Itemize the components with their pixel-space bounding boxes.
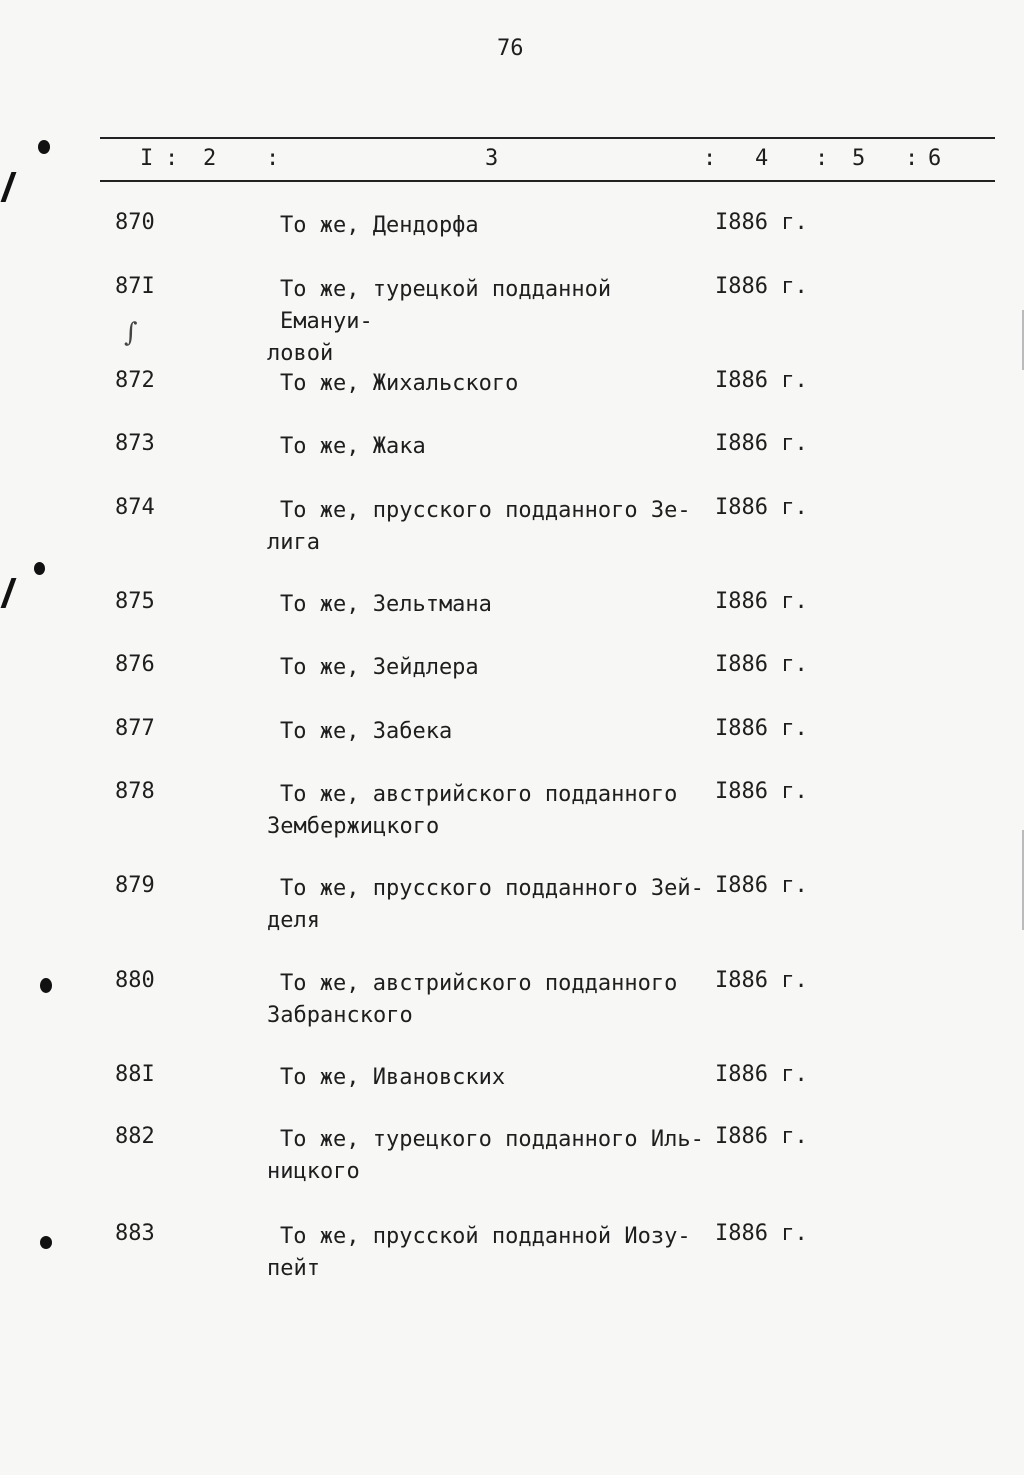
- description-line-2: Забранского: [267, 1003, 413, 1028]
- row-description: [267, 1221, 707, 1285]
- row-number: 87I: [115, 274, 155, 299]
- row-year: I886 г.: [715, 652, 808, 677]
- description-line-1: То же, австрийского подданного: [280, 971, 678, 996]
- row-description: [267, 716, 707, 748]
- punch-hole-mark: [38, 140, 50, 154]
- row-description: [267, 1124, 707, 1188]
- row-number: 876: [115, 652, 155, 677]
- table-header-bottom-rule: [100, 180, 995, 182]
- column-1-header: I: [140, 146, 154, 171]
- row-description: [267, 1062, 707, 1094]
- description-line-1: То же, Зельтмана: [280, 592, 492, 617]
- row-number: 873: [115, 431, 155, 456]
- column-2-header: 2: [203, 146, 217, 171]
- row-number: 875: [115, 589, 155, 614]
- punch-hole-mark: [40, 1236, 52, 1249]
- description-line-1: То же, Жихальского: [280, 371, 519, 396]
- column-6-header: 6: [928, 146, 942, 171]
- column-3-header: 3: [485, 146, 499, 171]
- description-line-1: То же, Забека: [280, 719, 453, 744]
- row-description: [267, 274, 707, 370]
- row-year: I886 г.: [715, 589, 808, 614]
- row-year: I886 г.: [715, 873, 808, 898]
- row-description: [267, 210, 707, 242]
- row-number: 870: [115, 210, 155, 235]
- description-line-1: То же, австрийского подданного: [280, 782, 678, 807]
- description-line-2: пейт: [267, 1256, 320, 1281]
- description-line-1: То же, Ивановских: [280, 1065, 506, 1090]
- row-year: I886 г.: [715, 368, 808, 393]
- row-number: 880: [115, 968, 155, 993]
- row-year: I886 г.: [715, 779, 808, 804]
- row-number: 883: [115, 1221, 155, 1246]
- row-year: I886 г.: [715, 968, 808, 993]
- description-line-1: То же, прусского подданного Зей-: [280, 876, 704, 901]
- description-line-2: ницкого: [267, 1159, 360, 1184]
- punch-hole-mark: [40, 978, 52, 993]
- punch-hole-mark: [34, 562, 45, 575]
- column-separator: :: [165, 146, 179, 171]
- pencil-annotation-mark: ∫: [124, 318, 138, 348]
- row-description: [267, 495, 707, 559]
- row-description: [267, 368, 707, 400]
- column-separator: :: [703, 146, 717, 171]
- column-4-header: 4: [755, 146, 769, 171]
- row-number: 879: [115, 873, 155, 898]
- row-year: I886 г.: [715, 716, 808, 741]
- row-description: [267, 589, 707, 621]
- row-year: I886 г.: [715, 1062, 808, 1087]
- row-description: [267, 873, 707, 937]
- row-number: 874: [115, 495, 155, 520]
- row-year: I886 г.: [715, 274, 808, 299]
- description-line-1: То же, Зейдлера: [280, 655, 479, 680]
- description-line-1: То же, турецкого подданного Иль-: [280, 1127, 704, 1152]
- description-line-1: То же, турецкой подданной Емануи-: [280, 277, 612, 334]
- pencil-tick-mark: [1, 578, 17, 608]
- row-year: I886 г.: [715, 1124, 808, 1149]
- row-number: 88I: [115, 1062, 155, 1087]
- row-description: [267, 431, 707, 463]
- row-year: I886 г.: [715, 210, 808, 235]
- description-line-2: деля: [267, 908, 320, 933]
- column-separator: :: [905, 146, 919, 171]
- description-line-2: ловой: [267, 341, 334, 366]
- column-separator: :: [815, 146, 829, 171]
- column-5-header: 5: [852, 146, 866, 171]
- row-description: [267, 779, 707, 843]
- row-number: 882: [115, 1124, 155, 1149]
- row-year: I886 г.: [715, 1221, 808, 1246]
- page-number: 76: [497, 36, 524, 61]
- description-line-1: То же, прусского подданного Зе-: [280, 498, 691, 523]
- row-number: 877: [115, 716, 155, 741]
- row-year: I886 г.: [715, 431, 808, 456]
- row-description: [267, 968, 707, 1032]
- column-separator: :: [266, 146, 280, 171]
- description-line-2: Зембержицкого: [267, 814, 440, 839]
- description-line-1: То же, прусской подданной Иозу-: [280, 1224, 691, 1249]
- description-line-1: То же, Дендорфа: [280, 213, 479, 238]
- table-header-top-rule: [100, 137, 995, 139]
- row-number: 878: [115, 779, 155, 804]
- description-line-1: То же, Жака: [280, 434, 426, 459]
- row-number: 872: [115, 368, 155, 393]
- row-year: I886 г.: [715, 495, 808, 520]
- pencil-tick-mark: [1, 172, 17, 202]
- row-description: [267, 652, 707, 684]
- description-line-2: лига: [267, 530, 320, 555]
